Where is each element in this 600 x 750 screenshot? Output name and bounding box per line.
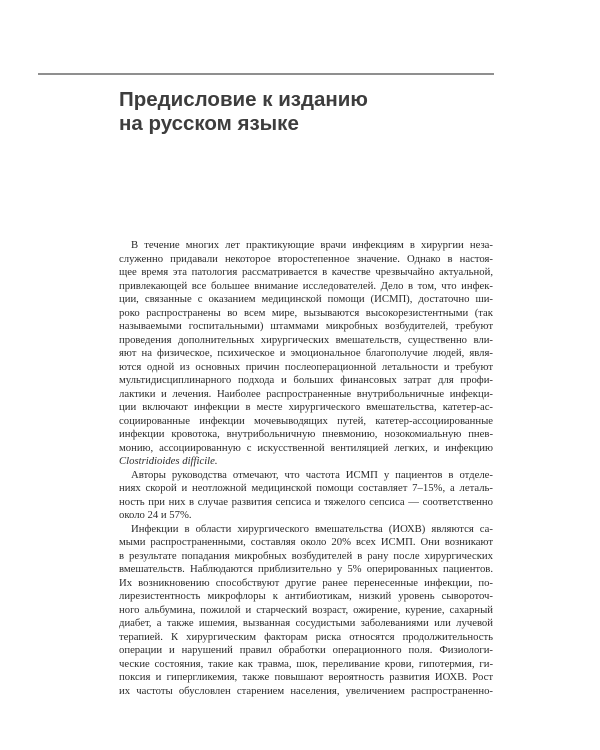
text-line: лактики и лечения. Наиболее распространенные внутрибольничные инфекци- [119, 387, 493, 400]
text-line: ются одной из основных причин послеоперационной летальности и требуют [119, 360, 493, 373]
text-line: ность при них в случае развития сепсиса и тяжелого сепсиса — соответственно [119, 495, 493, 508]
text-line-italic: Clostridioides difficile. [119, 455, 218, 467]
text-line: Авторы руководства отмечают, что частота ИСМП у пациентов в отделе- [131, 468, 493, 481]
text-line: социированные инфекции мочевыводящих путей, катетер-ассоциированные [119, 414, 493, 427]
page-title-line-1: Предисловие к изданию [119, 88, 368, 111]
text-line: проведения дополнительных хирургических вмешательств, существенно вли- [119, 333, 493, 346]
text-line: около 24 и 57%. [119, 509, 192, 521]
page-title-line-2: на русском языке [119, 112, 299, 135]
text-line: операции и нарушений правил обработки операционного поля. Физиологи- [119, 644, 493, 656]
text-line: ного альбумина, пожилой и старческий возраст, ожирение, курение, сахарный [119, 603, 493, 616]
text-line: называемыми госпитальными) штаммами микробных возбудителей, требуют [119, 320, 493, 332]
paragraph [119, 239, 493, 469]
text-line: лирезистентность микрофлоры к антибиотикам, низкий уровень сывороточ- [119, 590, 493, 602]
text-line: мыми распространенными, составляя около 20% всех ИСМП. Они возникают [119, 536, 493, 548]
page-title [119, 88, 519, 136]
body-text [119, 239, 493, 698]
top-divider [38, 73, 494, 75]
text-line: роко распространены во всем мире, вызываются высокорезистентными (так [119, 306, 493, 319]
text-line: яют на физическое, психическое и эмоциональное благополучие людей, явля- [119, 347, 493, 359]
text-line: диабет, а также ишемия, вызванная сосудистыми заболеваниями или лучевой [119, 617, 493, 629]
text-line: ции, связанные с оказанием медицинской помощи (ИСМП), достаточно ши- [119, 293, 493, 305]
text-line: мультидисциплинарного подхода и больших финансовых затрат для профи- [119, 374, 493, 386]
text-line: их частоты обусловлен старением населения, увеличением распространенно- [119, 684, 493, 697]
text-line: В течение многих лет практикующие врачи инфекциям в хирургии неза- [131, 239, 493, 251]
text-line: терапией. К хирургическим факторам риска относятся продолжительность [119, 630, 493, 643]
text-line: привлекающей все большее внимание исследователей. Дело в том, что инфек- [119, 279, 493, 292]
paragraph [119, 469, 493, 523]
text-line: служенно придавали некоторое второстепенное значение. Однако в настоя- [119, 252, 493, 265]
text-line: инфекции кровотока, внутрибольничную пневмонию, нозокомиальную пнев- [119, 428, 493, 440]
text-line: щее время эта патология рассматривается в качестве чрезвычайно актуальной, [119, 266, 493, 278]
text-line: монию, ассоциированную с искусственной вентиляцией легких, и инфекцию [119, 441, 493, 454]
text-line: ции включают инфекции в месте хирургического вмешательства, катетер-ас- [119, 401, 493, 413]
text-line: ческие состояния, такие как травма, шок, переливание крови, гипотермия, ги- [119, 657, 493, 670]
text-line: Инфекции в области хирургического вмешательства (ИОХВ) являются са- [131, 522, 493, 535]
paragraph [119, 523, 493, 699]
text-line: вмешательств. Наблюдаются приблизительно у 5% оперированных пациентов. [119, 563, 493, 575]
text-line: поксия и гипергликемия, также повышают вероятность развития ИОХВ. Рост [119, 671, 493, 683]
text-line: ниях скорой и неотложной медицинской помощи составляет 7–15%, а леталь- [119, 482, 493, 494]
text-line: Их возникновению способствуют другие ранее перенесенные инфекции, по- [119, 576, 493, 589]
text-line: в результате попадания микробных возбудителей в рану после хирургических [119, 549, 493, 562]
